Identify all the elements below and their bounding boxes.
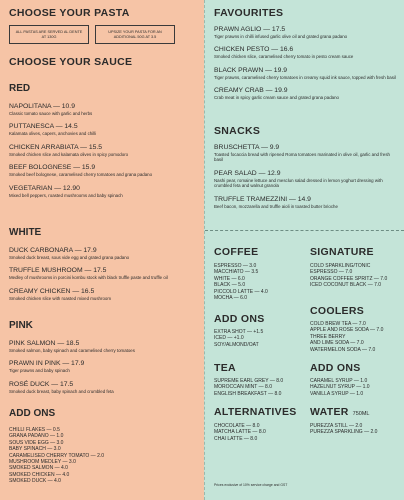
white-title: WHITE (9, 227, 42, 238)
menu-item (9, 103, 199, 116)
price-note: Prices exclusive of 10% service charge and GST (214, 483, 288, 487)
snacks-section (214, 125, 399, 209)
list-item: CHAI LATTE — 8.0 (214, 435, 258, 442)
menu-item (9, 164, 199, 177)
list-item: AND LIME SODA — 7.0 (310, 340, 364, 347)
menu-item-name: PUTTANESCA — 14.5 (9, 123, 78, 131)
signature-items (310, 263, 402, 289)
pasta-info-boxes (9, 25, 198, 44)
favourites-title: FAVOURITES (214, 7, 284, 19)
list-item: EXTRA SHOT — +1.5 (214, 329, 264, 335)
list-item: SMOKED DUCK — 4.0 (9, 478, 61, 485)
menu-item-desc: Mixed bell peppers, roasted mushrooms and baby spinach (9, 192, 123, 198)
list-item: CARAMELISED CHERRY TOMATO — 2.0 (9, 452, 105, 459)
menu-item-desc: Toasted focaccia bread with ripened Roma tomatoes marinated in olive oil, garlic and fresh basil (214, 152, 390, 163)
menu-item-name: CHICKEN ARRABIATA — 15.5 (9, 143, 103, 151)
coolers-section (310, 305, 402, 353)
menu-item (9, 123, 199, 136)
list-item: CARAMEL SYRUP — 1.0 (310, 378, 368, 384)
list-item: VANILLA SYRUP — 1.0 (310, 390, 364, 397)
menu-item-name: PRAWN AGLIO — 17.5 (214, 26, 286, 33)
list-item: MOCHA — 6.0 (214, 295, 248, 302)
tea-title: TEA (214, 362, 236, 374)
coffee-section (214, 246, 306, 301)
menu-item (214, 196, 399, 209)
list-item: ENGLISH BREAKFAST — 8.0 (214, 390, 282, 397)
menu-item-desc: Smoked beef bolognese, caramelised cherry tomatoes and grana padano (9, 172, 153, 178)
list-item: PICCOLO LATTE — 4.0 (214, 288, 268, 295)
water-section (310, 406, 402, 436)
list-item: BLACK — 5.0 (214, 282, 246, 289)
coffee-items (214, 263, 306, 301)
menu-item-name: TRUFFLE MUSHROOM — 17.5 (9, 267, 107, 275)
list-item: ICED COCONUT BLACK — 7.0 (310, 282, 382, 289)
menu-item (214, 144, 399, 163)
list-item: HAZELNUT SYRUP — 1.0 (310, 384, 370, 391)
list-item: BABY SPINACH — 3.0 (9, 446, 61, 453)
pasta-info-box-2: UPSIZE YOUR PASTA FOR AN ADDITIONAL 50G AT 3.5 (95, 25, 175, 44)
list-item: PUREZZA STILL — 2.0 (310, 423, 363, 429)
list-item: COLD BREW TEA — 7.0 (310, 321, 366, 327)
addons2-title: ADD ONS (310, 362, 361, 374)
addons-items (9, 427, 199, 485)
menu-item (9, 247, 199, 260)
menu-item-desc: Medley of mushrooms in porcini kombu stock with black truffle paste and truffle oil (9, 275, 168, 281)
white-section (9, 227, 199, 301)
right-column (204, 0, 404, 500)
list-item: ESPRESSO — 7.0 (310, 269, 353, 276)
menu-item-desc: Smoked chicken slice, caramelised cherry tomato in pesto cream sauce (214, 54, 354, 60)
addons1-items (214, 329, 306, 348)
water-header (310, 406, 402, 418)
list-item: CHOCOLATE — 8.0 (214, 423, 260, 429)
menu-item-name: CHICKEN PESTO — 16.6 (214, 46, 294, 54)
list-item: SMOKED SALMON — 4.0 (9, 465, 68, 472)
alternatives-items (214, 423, 306, 442)
menu-item-name: PEAR SALAD — 12.9 (214, 169, 281, 177)
menu-item-name: DUCK CARBONARA — 17.9 (9, 247, 97, 254)
menu-item (214, 87, 398, 100)
addons2-items (310, 378, 402, 397)
list-item: SOUS VIDE EGG — 3.0 (9, 439, 64, 446)
sauce-title: CHOOSE YOUR SAUCE (9, 56, 133, 68)
signature-section (310, 246, 402, 289)
tea-items (214, 378, 306, 397)
section-divider (205, 230, 404, 231)
pasta-title: CHOOSE YOUR PASTA (9, 7, 130, 19)
menu-item-desc: Beef bacon, mozzarella and truffle aioli in toasted butter brioche (214, 203, 338, 209)
menu-item-name: TRUFFLE TRAMEZZINI — 14.9 (214, 195, 311, 203)
list-item: MUSHROOM MEDLEY — 3.0 (9, 459, 76, 466)
menu-item (214, 67, 398, 80)
pink-items (9, 340, 199, 394)
list-item: WHITE — 6.0 (214, 275, 245, 282)
list-item: SUPREME EARL GREY — 8.0 (214, 378, 284, 384)
menu-item (214, 46, 398, 59)
coolers-title: COOLERS (310, 305, 365, 317)
water-items (310, 423, 402, 436)
menu-item (9, 185, 199, 198)
menu-item-name: BRUSCHETTA — 9.9 (214, 144, 280, 151)
list-item: COLD SPARKLING/TONIC (310, 263, 371, 269)
list-item: MOROCCAN MINT — 8.0 (214, 384, 272, 391)
list-item: PUREZZA SPARKLING — 2.0 (310, 429, 378, 436)
list-item: SMOKED CHICKEN — 4.0 (9, 471, 70, 478)
menu-item-desc: Tiger prawns and baby spinach (9, 368, 70, 374)
pasta-info-box-1: ALL PASTAS ARE SERVED AL DENTE AT 130G (9, 25, 89, 44)
menu-item-desc: Smoked chicken slice and kalamata olives in spicy pomodoro (9, 151, 129, 157)
menu-item (214, 170, 399, 189)
addons1-title: ADD ONS (214, 313, 265, 325)
water-unit: 750ML (352, 411, 370, 417)
red-title: RED (9, 83, 31, 94)
menu-item-name: CREAMY CRAB — 19.9 (214, 87, 288, 95)
list-item: ORANGE COFFEE SPRITZ — 7.0 (310, 275, 388, 282)
addons-title: ADD ONS (9, 408, 56, 419)
menu-item-name: CREAMY CHICKEN — 16.5 (9, 287, 95, 295)
water-title: WATER (310, 406, 349, 418)
tea-section (214, 362, 306, 397)
menu-item-desc: Tiger prawns in chilli infused garlic olive oil and grated grana padano (214, 34, 348, 39)
menu-item-name: ROSÉ DUCK — 17.5 (9, 380, 74, 388)
menu-item (9, 144, 199, 157)
menu-item-desc: Smoked duck breast, baby spinach and crumbled feta (9, 388, 114, 394)
snacks-items (214, 144, 399, 209)
coolers-items (310, 321, 402, 353)
addons1-section (214, 313, 306, 348)
snacks-title: SNACKS (214, 125, 261, 137)
addons-section (9, 408, 199, 485)
list-item: APPLE AND ROSE SODA — 7.0 (310, 327, 384, 334)
list-item: WATERMELON SODA — 7.0 (310, 346, 376, 353)
white-items (9, 247, 199, 301)
menu-item-desc: Nashi pear, romaine lettuce and mesclun salad dressed in lemon yoghurt dressing with crumbled feta and walnut granola (214, 177, 383, 189)
list-item: MACCHIATO — 3.5 (214, 269, 259, 276)
signature-title: SIGNATURE (310, 246, 374, 258)
list-item: ICED — +1.0 (214, 335, 244, 342)
red-section (9, 83, 199, 198)
menu-item-desc: Smoked chicken slice with roasted mixed mushroom (9, 295, 112, 301)
addons2-section (310, 362, 402, 397)
menu-item-desc: Classic tomato sauce with garlic and herbs (9, 111, 93, 116)
list-item: THREE BERRY (310, 333, 346, 340)
menu-item-desc: Tiger prawns, caramelised cherry tomatoes in creamy squid ink sauce, topped with fresh basil (214, 74, 396, 80)
menu-item (9, 360, 199, 373)
list-item: CHILLI FLAKES — 0.5 (9, 427, 60, 433)
pink-section (9, 320, 199, 394)
alternatives-section (214, 406, 306, 442)
list-item: SOY/ALMOND/OAT (214, 341, 259, 348)
coffee-title: COFFEE (214, 246, 259, 258)
menu-item-name: VEGETARIAN — 12.90 (9, 184, 80, 192)
menu-item-desc: Kalamata olives, capers, anchovies and chilli (9, 131, 97, 137)
favourites-items (214, 26, 398, 101)
menu-item-name: BLACK PRAWN — 19.9 (214, 66, 288, 74)
menu-item-name: PINK SALMON — 18.5 (9, 340, 80, 347)
alternatives-title: ALTERNATIVES (214, 406, 297, 418)
menu-item-name: BEEF BOLOGNESE — 15.9 (9, 164, 96, 172)
menu-item (9, 288, 199, 301)
red-items (9, 103, 199, 198)
menu-item (9, 381, 199, 394)
menu-item-name: NAPOLITANA — 10.9 (9, 103, 75, 110)
menu-item (214, 26, 398, 39)
list-item: ESPRESSO — 3.0 (214, 263, 257, 269)
menu-item-desc: Smoked salmon, baby spinach and caramelised cherry tomatoes (9, 348, 135, 353)
list-item: MATCHA LATTE — 8.0 (214, 429, 266, 436)
list-item: GRANA PADANO — 1.0 (9, 433, 64, 440)
menu-item-desc: Smoked duck breast, sous vide egg and grated grana padano (9, 255, 130, 260)
menu-item-name: PRAWN IN PINK — 17.9 (9, 360, 85, 368)
menu-item-desc: Crab meat in spicy garlic cream sauce and grated grana padano (214, 95, 339, 101)
menu-item (9, 340, 199, 353)
menu-item (9, 267, 199, 280)
pink-title: PINK (9, 320, 33, 331)
